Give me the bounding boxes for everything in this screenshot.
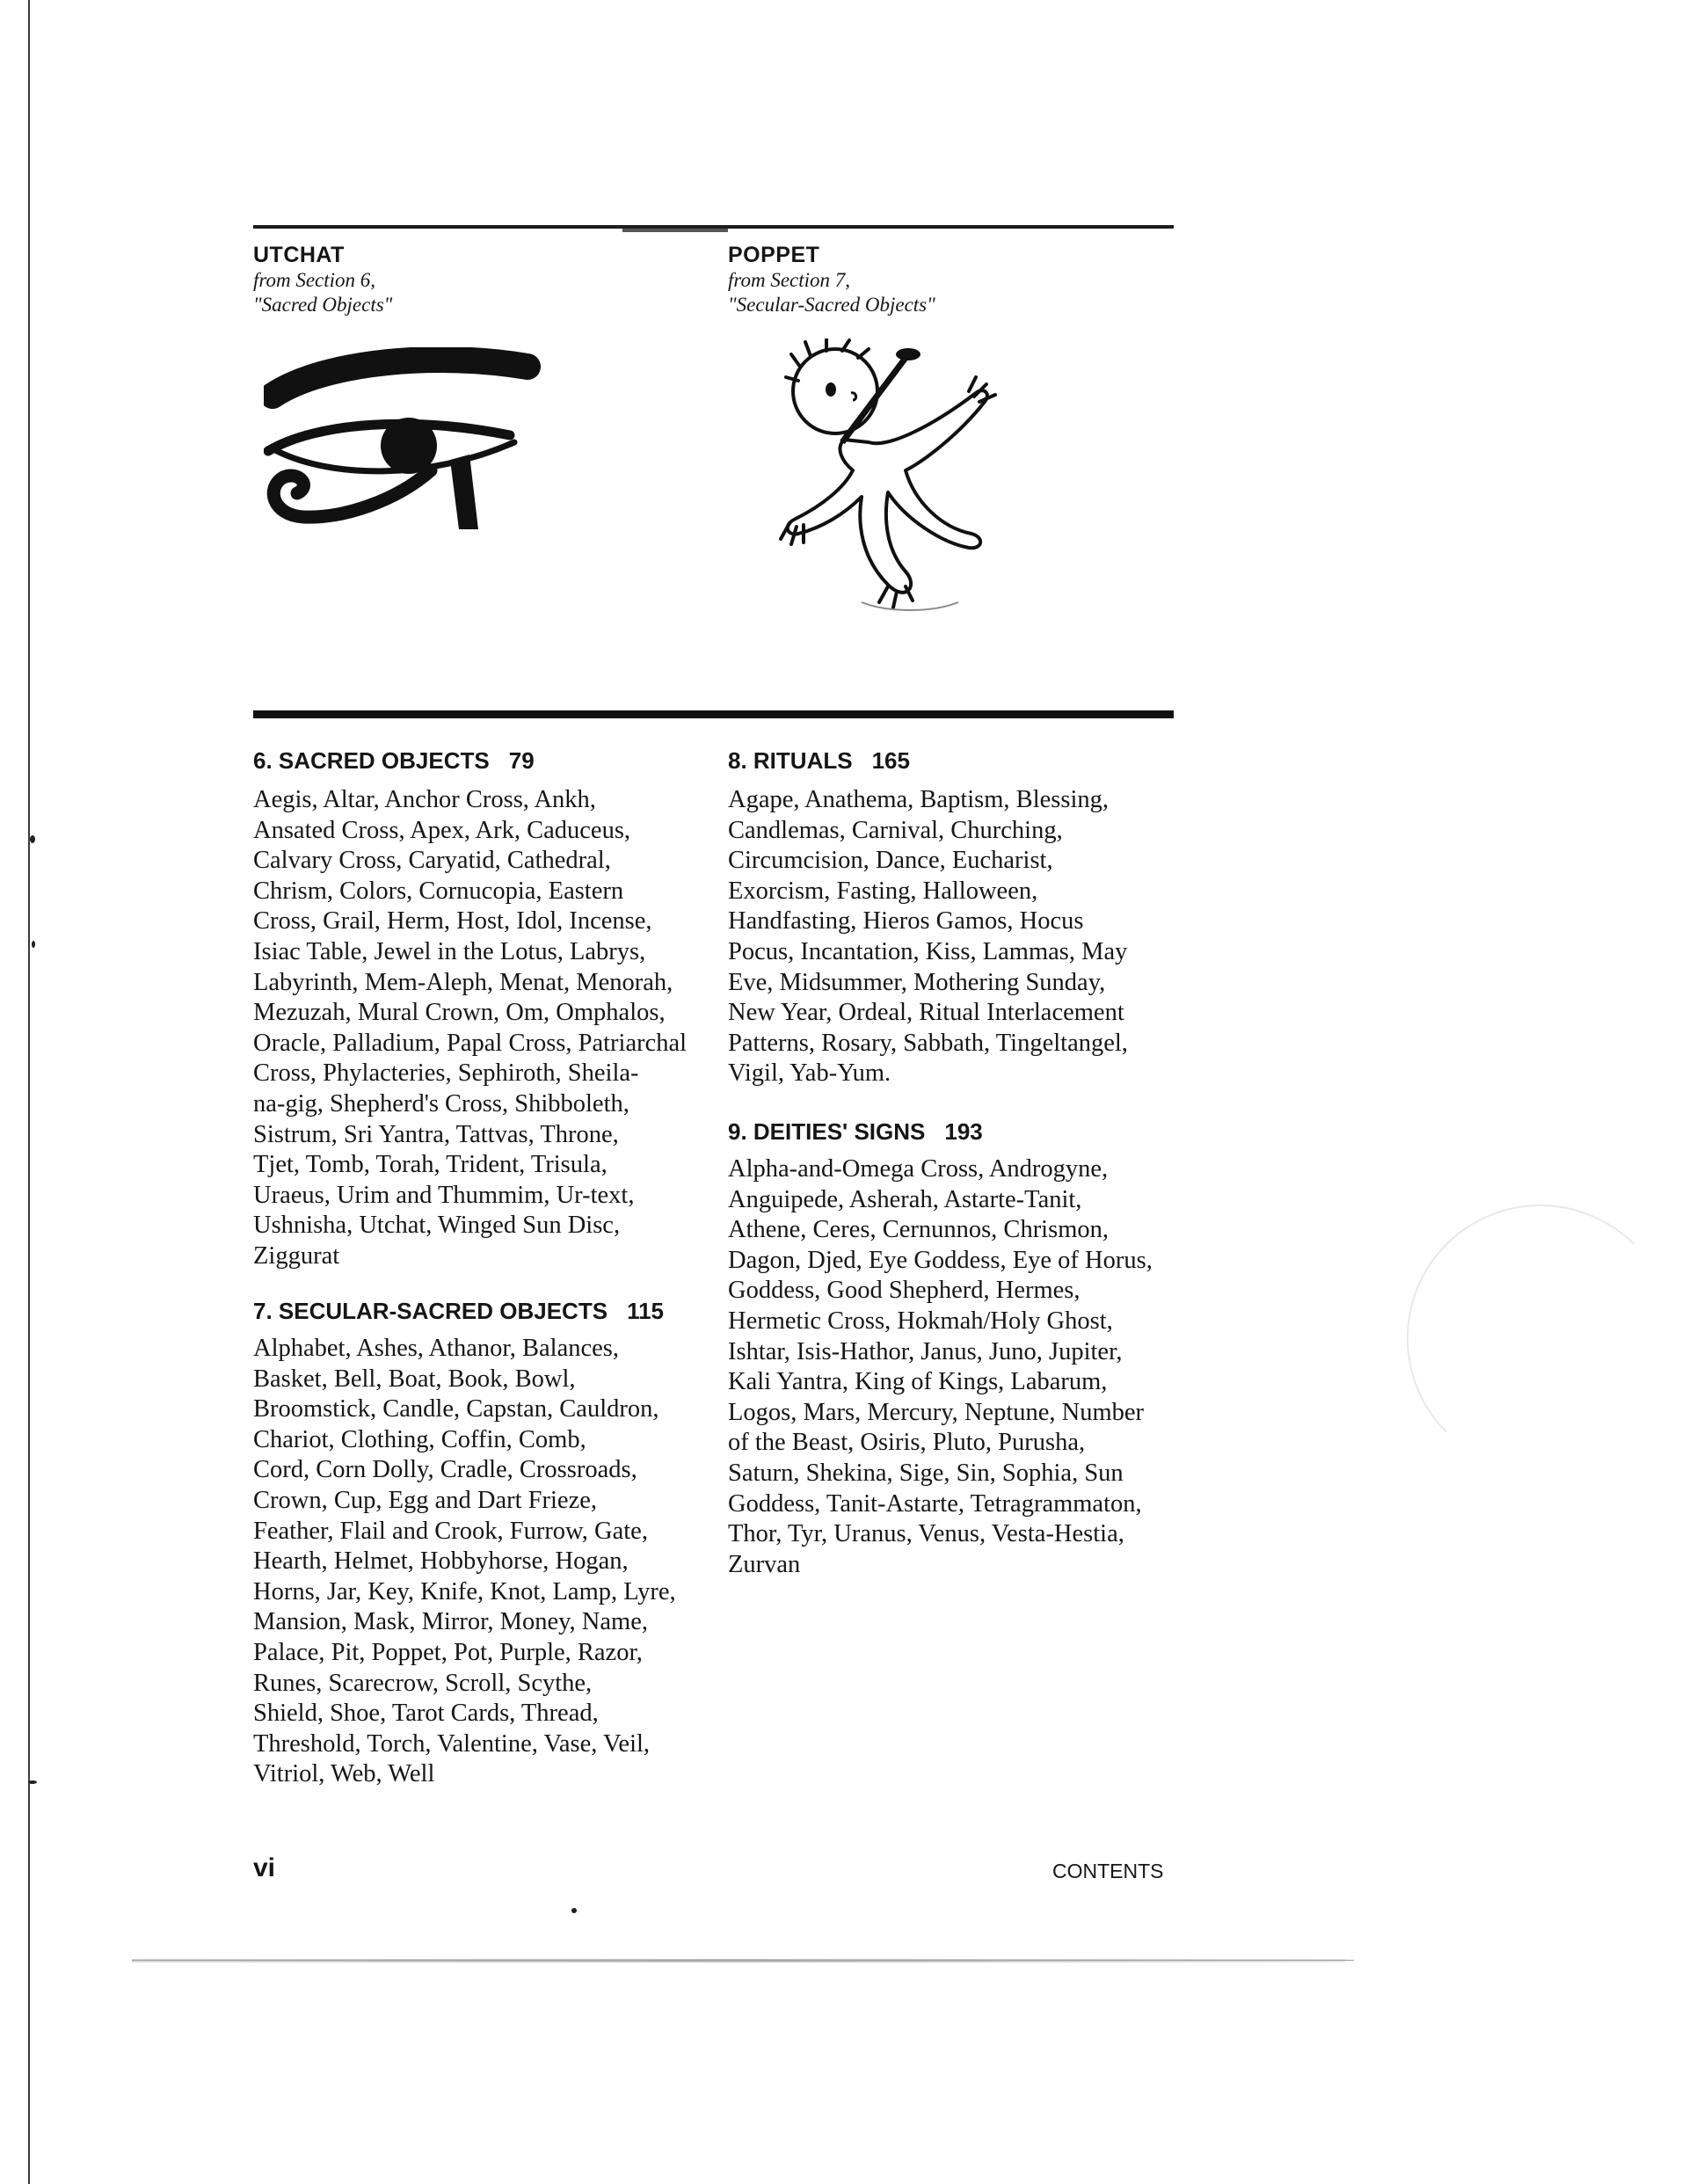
section-7-page-number: 115 xyxy=(627,1298,665,1324)
poppet-doll-illustration xyxy=(765,339,1011,615)
entry-line: Cross, Grail, Herm, Host, Idol, Incense, xyxy=(253,907,652,935)
entry-line: Chrism, Colors, Cornucopia, Eastern xyxy=(253,877,624,905)
entry-line: Circumcision, Dance, Eucharist, xyxy=(728,847,1053,875)
entry-line: New Year, Ordeal, Ritual Interlacement xyxy=(728,999,1124,1027)
entry-line: Zurvan xyxy=(728,1550,801,1578)
entry-line: Chariot, Clothing, Coffin, Comb, xyxy=(253,1425,586,1453)
section-6-entries xyxy=(253,785,687,1272)
entry-line: Eve, Midsummer, Mothering Sunday, xyxy=(728,968,1106,996)
entry-line: Isiac Table, Jewel in the Lotus, Labrys, xyxy=(253,937,646,965)
entry-line: Mansion, Mask, Mirror, Money, Name, xyxy=(253,1608,648,1636)
caption-utchat-title: UTCHAT xyxy=(253,243,345,267)
entry-line: Patterns, Rosary, Sabbath, Tingeltangel, xyxy=(728,1029,1128,1057)
entry-line: Threshold, Torch, Valentine, Vase, Veil, xyxy=(253,1729,651,1758)
entry-line: Basket, Bell, Boat, Book, Bowl, xyxy=(253,1365,576,1393)
entry-line: Exorcism, Fasting, Halloween, xyxy=(728,877,1038,905)
section-9-page-number: 193 xyxy=(944,1118,983,1145)
scan-speck xyxy=(28,1780,37,1784)
entry-line: Feather, Flail and Crook, Furrow, Gate, xyxy=(253,1517,648,1545)
entry-line: Alphabet, Ashes, Athanor, Balances, xyxy=(253,1335,619,1362)
entry-line: Ishtar, Isis-Hathor, Janus, Juno, Jupiter, xyxy=(728,1337,1123,1365)
entry-line: Ansated Cross, Apex, Ark, Caduceus, xyxy=(253,816,631,844)
entry-line: Shield, Shoe, Tarot Cards, Thread, xyxy=(253,1700,599,1728)
entry-line: Dagon, Djed, Eye Goddess, Eye of Horus, xyxy=(728,1246,1153,1274)
top-rule xyxy=(253,225,1174,229)
entry-line: Sistrum, Sri Yantra, Tattvas, Throne, xyxy=(253,1120,619,1148)
entry-line: Uraeus, Urim and Thummim, Ur-text, xyxy=(253,1181,635,1209)
section-8-entries xyxy=(728,785,1128,1089)
entry-line: Kali Yantra, King of Kings, Labarum, xyxy=(728,1368,1108,1396)
entry-line: Crown, Cup, Egg and Dart Frieze, xyxy=(253,1486,597,1514)
section-8-heading xyxy=(728,747,910,775)
entry-line: Candlemas, Carnival, Churching, xyxy=(728,816,1063,844)
entry-line: Hearth, Helmet, Hobbyhorse, Hogan, xyxy=(253,1547,629,1576)
entry-line: Horns, Jar, Key, Knife, Knot, Lamp, Lyre, xyxy=(253,1577,676,1605)
entry-line: Runes, Scarecrow, Scroll, Scythe, xyxy=(253,1669,593,1697)
entry-line: Vitriol, Web, Well xyxy=(253,1760,435,1788)
caption-utchat-source: from Section 6, xyxy=(253,269,376,291)
entry-line: Palace, Pit, Poppet, Pot, Purple, Razor, xyxy=(253,1638,643,1666)
entry-line: Aegis, Altar, Anchor Cross, Ankh, xyxy=(253,786,596,813)
entry-line: Ushnisha, Utchat, Winged Sun Disc, xyxy=(253,1212,621,1240)
section-6-page-number: 79 xyxy=(508,747,535,774)
section-9-title: 9. DEITIES' SIGNS xyxy=(728,1118,926,1145)
entry-line: Saturn, Shekina, Sige, Sin, Sophia, Sun xyxy=(728,1459,1124,1487)
section-9-entries xyxy=(728,1154,1153,1580)
entry-line: Goddess, Good Shepherd, Hermes, xyxy=(728,1277,1080,1305)
page-bottom-edge xyxy=(132,1960,1354,1961)
scan-edge xyxy=(28,0,30,2184)
entry-line: Tjet, Tomb, Torah, Trident, Trisula, xyxy=(253,1151,608,1179)
running-title: CONTENTS xyxy=(1052,1860,1164,1882)
entry-line: Handfasting, Hieros Gamos, Hocus xyxy=(728,907,1084,935)
caption-utchat-section: "Sacred Objects" xyxy=(253,294,393,316)
entry-line: Ziggurat xyxy=(253,1241,340,1270)
caption-poppet-source: from Section 7, xyxy=(728,269,851,291)
entry-line: Alpha-and-Omega Cross, Androgyne, xyxy=(728,1155,1109,1183)
entry-line: Hermetic Cross, Hokmah/Holy Ghost, xyxy=(728,1307,1113,1335)
entry-line: Logos, Mars, Mercury, Neptune, Number xyxy=(728,1398,1145,1426)
scan-speck xyxy=(571,1908,577,1913)
caption-poppet-title: POPPET xyxy=(728,243,820,267)
section-7-title: 7. SECULAR-SACRED OBJECTS xyxy=(253,1298,608,1324)
section-8-title: 8. RITUALS xyxy=(728,747,853,774)
entry-line: of the Beast, Osiris, Pluto, Purusha, xyxy=(728,1429,1086,1457)
entry-line: Cord, Corn Dolly, Cradle, Crossroads, xyxy=(253,1456,637,1484)
folio: vi xyxy=(253,1853,276,1882)
eye-of-horus-illustration xyxy=(264,347,545,545)
entry-line: Pocus, Incantation, Kiss, Lammas, May xyxy=(728,937,1128,965)
entry-line: Labyrinth, Mem-Aleph, Menat, Menorah, xyxy=(253,968,673,996)
entry-line: Vigil, Yab-Yum. xyxy=(728,1059,891,1088)
entry-line: Calvary Cross, Caryatid, Cathedral, xyxy=(253,847,611,875)
entry-line: Cross, Phylacteries, Sephiroth, Sheila- xyxy=(253,1059,639,1088)
entry-line: Mezuzah, Mural Crown, Om, Omphalos, xyxy=(253,999,666,1027)
entry-line: Goddess, Tanit-Astarte, Tetragrammaton, xyxy=(728,1489,1142,1518)
scan-speck xyxy=(30,835,35,843)
section-8-page-number: 165 xyxy=(871,747,910,774)
entry-line: Broomstick, Candle, Capstan, Cauldron, xyxy=(253,1395,659,1423)
section-6-heading xyxy=(253,747,535,775)
entry-line: Anguipede, Asherah, Astarte-Tanit, xyxy=(728,1185,1082,1213)
entry-line: Agape, Anathema, Baptism, Blessing, xyxy=(728,786,1109,813)
caption-poppet-section: "Secular-Sacred Objects" xyxy=(728,294,935,316)
entry-line: na-gig, Shepherd's Cross, Shibboleth, xyxy=(253,1089,629,1117)
entry-line: Thor, Tyr, Uranus, Venus, Vesta-Hestia, xyxy=(728,1520,1124,1548)
scan-speck xyxy=(32,941,35,948)
section-6-title: 6. SACRED OBJECTS xyxy=(253,747,490,774)
entry-line: Oracle, Palladium, Papal Cross, Patriarchal xyxy=(253,1029,688,1057)
scan-shadow-arc xyxy=(1407,1205,1674,1472)
section-7-entries xyxy=(253,1334,676,1790)
entry-line: Athene, Ceres, Cernunnos, Chrismon, xyxy=(728,1216,1109,1244)
section-9-heading xyxy=(728,1118,983,1146)
section-7-heading xyxy=(253,1298,664,1325)
section-divider-rule xyxy=(253,710,1174,718)
